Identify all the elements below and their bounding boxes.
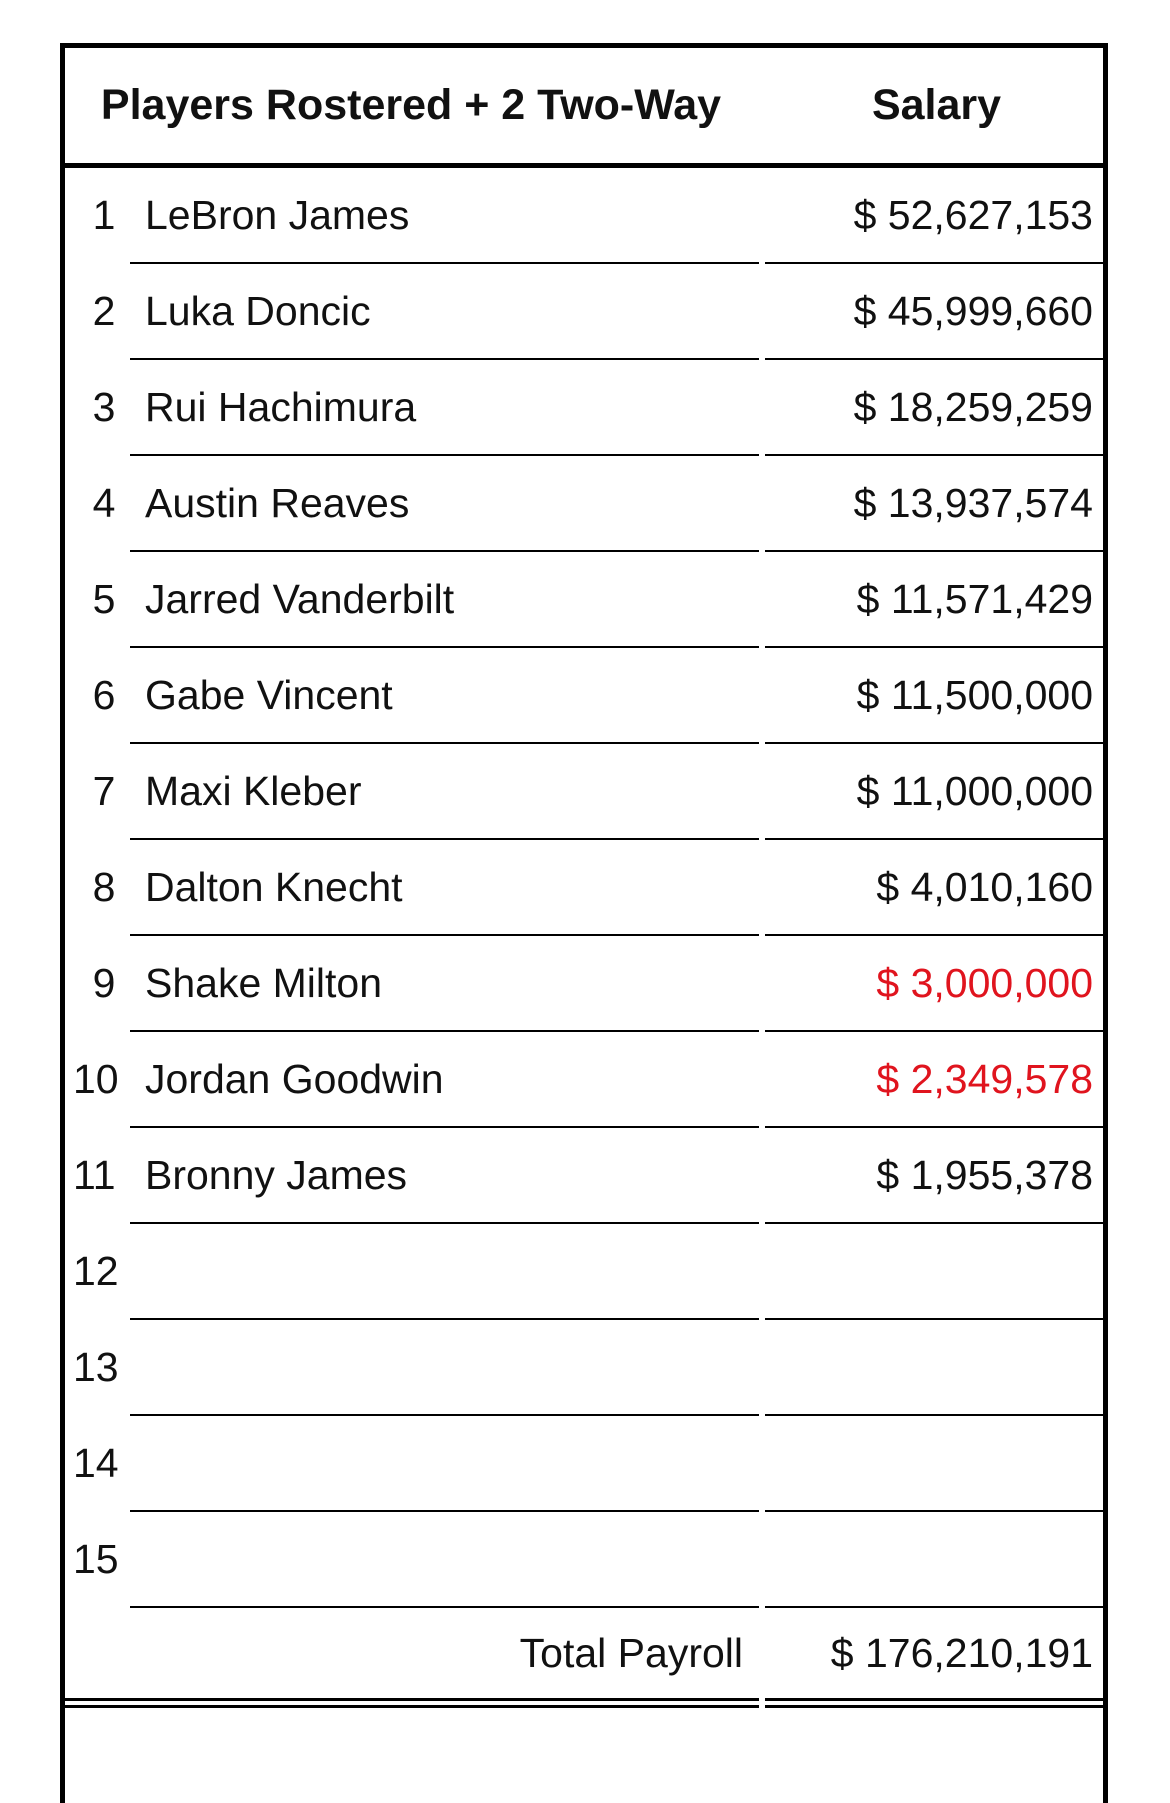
table-header [65, 48, 1103, 168]
double-underline [65, 1698, 1103, 1708]
row-number: 5 [92, 576, 116, 622]
player-name: Jordan Goodwin [145, 1056, 444, 1102]
row-number: 11 [73, 1152, 116, 1198]
table-row [65, 648, 1103, 744]
player-name: Rui Hachimura [145, 384, 417, 430]
row-number: 8 [92, 864, 116, 910]
player-salary: $ 1,955,378 [876, 1152, 1093, 1198]
player-name: Austin Reaves [145, 480, 410, 526]
row-number: 9 [92, 960, 116, 1006]
row-number: 12 [73, 1248, 119, 1294]
total-row [65, 1608, 1103, 1704]
row-number: 15 [73, 1536, 119, 1582]
table-row [65, 840, 1103, 936]
table-row [65, 168, 1103, 264]
player-name: Gabe Vincent [145, 672, 393, 718]
table-row [65, 1320, 1103, 1416]
payroll-table [60, 43, 1108, 1803]
player-salary: $ 52,627,153 [853, 192, 1093, 238]
header-players-rostered: Players Rostered + 2 Two-Way [100, 81, 722, 129]
table-row [65, 936, 1103, 1032]
player-salary: $ 4,010,160 [876, 864, 1093, 910]
row-number: 14 [73, 1440, 119, 1486]
player-salary: $ 18,259,259 [853, 384, 1093, 430]
player-name: Luka Doncic [145, 288, 371, 334]
table-row [65, 264, 1103, 360]
player-salary: $ 45,999,660 [853, 288, 1093, 334]
row-number: 7 [92, 768, 116, 814]
table-row [65, 1032, 1103, 1128]
double-underline-gap [759, 1698, 765, 1708]
table-row [65, 456, 1103, 552]
total-payroll-value: $ 176,210,191 [830, 1630, 1093, 1676]
row-number: 10 [73, 1056, 119, 1102]
player-salary: $ 11,500,000 [856, 672, 1093, 718]
row-number: 13 [73, 1344, 119, 1390]
player-name: Jarred Vanderbilt [145, 576, 455, 622]
player-name: Shake Milton [145, 960, 383, 1006]
row-number: 4 [92, 480, 116, 526]
header-salary: Salary [871, 81, 1002, 129]
table-row [65, 360, 1103, 456]
table-row [65, 1512, 1103, 1608]
table-row [65, 1416, 1103, 1512]
player-name: Maxi Kleber [145, 768, 362, 814]
player-name: Dalton Knecht [145, 864, 403, 910]
player-salary: $ 2,349,578 [876, 1056, 1093, 1102]
row-number: 1 [92, 192, 116, 238]
row-number: 3 [92, 384, 116, 430]
player-salary: $ 13,937,574 [853, 480, 1093, 526]
total-payroll-label: Total Payroll [519, 1630, 743, 1676]
row-number: 6 [92, 672, 116, 718]
table-row [65, 1128, 1103, 1224]
player-name: LeBron James [145, 192, 410, 238]
player-salary: $ 3,000,000 [876, 960, 1093, 1006]
table-row [65, 552, 1103, 648]
table-row [65, 744, 1103, 840]
player-name: Bronny James [145, 1152, 408, 1198]
player-salary: $ 11,000,000 [856, 768, 1093, 814]
table-row [65, 1224, 1103, 1320]
player-salary: $ 11,571,429 [856, 576, 1093, 622]
row-number: 2 [92, 288, 116, 334]
